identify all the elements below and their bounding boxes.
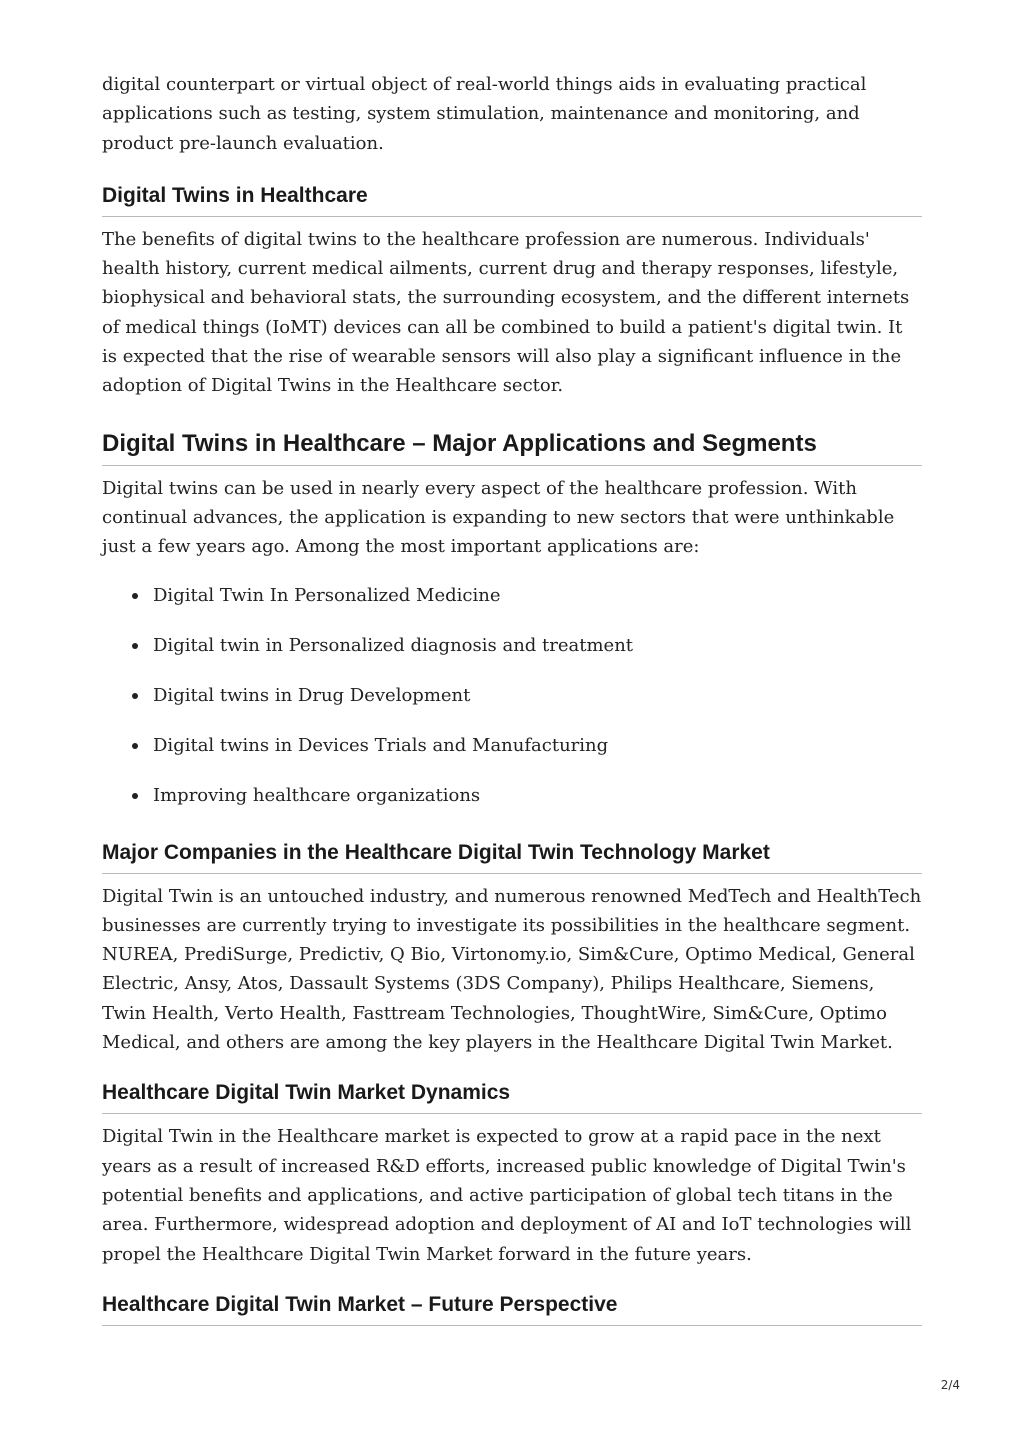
bullet-icon — [132, 643, 138, 649]
list-item-text: Digital twin in Personalized diagnosis and treatment — [153, 634, 634, 656]
bullet-icon — [132, 793, 138, 799]
bullet-icon — [132, 693, 138, 699]
list-item — [102, 783, 922, 809]
list-item-text: Digital Twin In Personalized Medicine — [153, 584, 501, 606]
page-number: 2/4 — [940, 1378, 960, 1392]
section-paragraph-major-applications: Digital twins can be used in nearly every aspect of the healthcare profession. With continual advances, the application is expanding to new sectors that were unthinkable just a few years ago. Among the most important applications are: — [102, 477, 895, 558]
section-heading-future-perspective: Healthcare Digital Twin Market – Future Perspective — [102, 1291, 922, 1326]
list-item-text: Digital twins in Drug Development — [153, 684, 471, 706]
section-heading-major-companies: Major Companies in the Healthcare Digital Twin Technology Market — [102, 839, 922, 874]
section-paragraph-major-companies: Digital Twin is an untouched industry, and numerous renowned MedTech and HealthTech businesses are currently trying to investigate its possibilities in the healthcare segment. NUREA, PrediSurge, Predictiv, Q Bio, Virtonomy.io, Sim&Cure, Optimo Medical, General Electric, Ansy, Atos, Dassault Systems (3DS Company), Philips Healthcare, Siemens, Twin Health, Verto Health, Fasttream Technologies, ThoughtWire, Sim&Cure, Optimo Medical, and others are among the key players in the Healthcare Digital Twin Market. — [102, 885, 922, 1054]
list-item-text: Digital twins in Devices Trials and Manufacturing — [153, 734, 609, 756]
intro-paragraph: digital counterpart or virtual object of real-world things aids in evaluating practical applications such as testing, system stimulation, maintenance and monitoring, and product pre-launch evaluation. — [102, 74, 867, 154]
section-paragraph-digital-twins-in-healthcare: The benefits of digital twins to the healthcare profession are numerous. Individuals' health history, current medical ailments, current drug and therapy responses, lifestyle, biophysical and behavioral stats, the surrounding ecosystem, and the different internets of medical things (IoMT) devices can all be combined to build a patient's digital twin. It is expected that the rise of wearable sensors will also play a significant influence in the adoption of Digital Twins in the Healthcare sector. — [102, 228, 910, 397]
section-heading-digital-twins-in-healthcare: Digital Twins in Healthcare — [102, 182, 922, 217]
bullet-icon — [132, 743, 138, 749]
bullet-icon — [132, 593, 138, 599]
list-item — [102, 633, 922, 659]
list-item — [102, 583, 922, 609]
applications-list — [102, 583, 922, 809]
section-paragraph-market-dynamics: Digital Twin in the Healthcare market is expected to grow at a rapid pace in the next years as a result of increased R&D efforts, increased public knowledge of Digital Twin's potential benefits and applications, and active participation of global tech titans in the area. Furthermore, widespread adoption and deployment of AI and IoT technologies will propel the Healthcare Digital Twin Market forward in the future years. — [102, 1126, 912, 1265]
section-heading-market-dynamics: Healthcare Digital Twin Market Dynamics — [102, 1079, 922, 1114]
section-heading-major-applications: Digital Twins in Healthcare – Major Applications and Segments — [102, 429, 922, 466]
list-item-text: Improving healthcare organizations — [153, 784, 481, 806]
list-item — [102, 733, 922, 759]
list-item — [102, 683, 922, 709]
document-page — [102, 70, 922, 1326]
